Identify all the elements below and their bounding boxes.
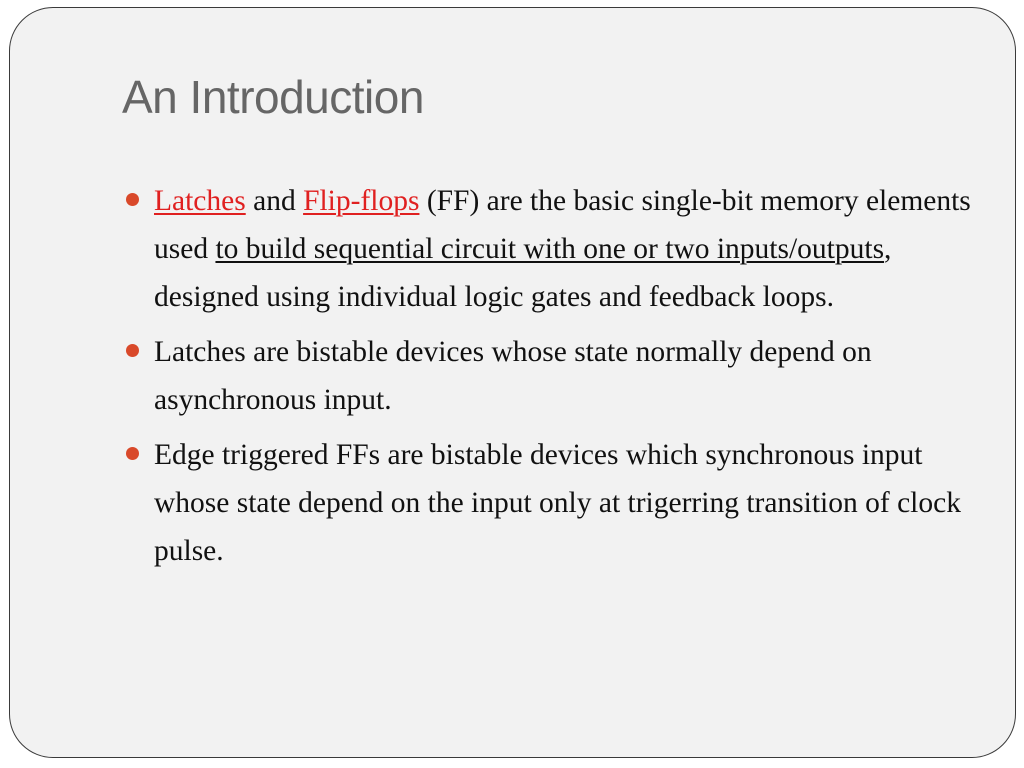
flip-flops-link[interactable]: Flip-flops: [303, 185, 420, 217]
slide-frame: [9, 7, 1016, 758]
underlined-phrase: to build sequential circuit with one or two inputs/outputs: [215, 233, 885, 265]
bullet-item-latches-flipflops: [124, 177, 984, 321]
latches-link[interactable]: Latches: [154, 185, 246, 217]
bullet-item-latches: [124, 328, 984, 424]
bullet-text: Edge triggered FFs are bistable devices which synchronous input whose state depend on the input only at trigerring transition of clock pulse.: [154, 439, 961, 567]
bullet-list: [124, 177, 984, 582]
bullet-text: (FF) are the basic single-bit memory elements used: [154, 185, 971, 265]
bullet-dot-icon: [126, 447, 139, 460]
bullet-text: , designed using individual logic gates and feedback loops.: [154, 233, 892, 313]
slide-title: An Introduction: [122, 71, 424, 123]
bullet-dot-icon: [126, 344, 139, 357]
bullet-dot-icon: [126, 193, 139, 206]
bullet-item-edge-triggered: [124, 431, 984, 575]
bullet-text: and: [245, 185, 304, 217]
bullet-text: Latches are bistable devices whose state normally depend on asynchronous input.: [154, 336, 872, 416]
